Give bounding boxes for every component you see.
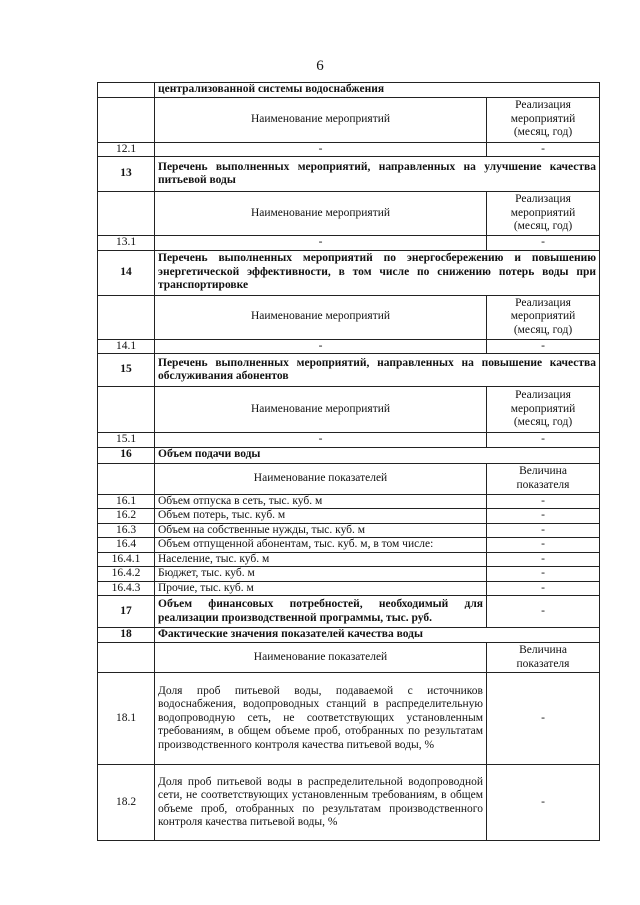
measure-name: - [155, 433, 487, 448]
row-number: 13.1 [98, 236, 155, 251]
indicator-name: Объем отпуска в сеть, тыс. куб. м [155, 494, 487, 509]
section-16-title-row [98, 447, 600, 463]
row-number: 16.1 [98, 494, 155, 509]
section-16-title: Объем подачи воды [155, 447, 600, 463]
page-number: 6 [316, 58, 324, 74]
indicator-name: Объем потерь, тыс. куб. м [155, 509, 487, 524]
section-number: 18 [98, 628, 155, 643]
indicator-value: - [487, 765, 600, 841]
measures-column-header: Наименование мероприятий [155, 97, 487, 142]
table-row [98, 494, 600, 509]
table-row [98, 581, 600, 596]
table-row [98, 552, 600, 567]
row-number: 16.4.2 [98, 567, 155, 582]
row-number: 14.1 [98, 339, 155, 354]
section-14-title-row [98, 250, 600, 295]
indicator-value: - [487, 673, 600, 765]
row-number: 16.4 [98, 538, 155, 553]
table-row [98, 567, 600, 582]
indicator-value: - [487, 596, 600, 628]
section-number [98, 83, 155, 98]
table-row [98, 433, 600, 448]
table-row [98, 538, 600, 553]
indicator-value: - [487, 567, 600, 582]
indicator-value: - [487, 523, 600, 538]
row-number: 18.1 [98, 673, 155, 765]
measures-header-row [98, 192, 600, 236]
row-number: 12.1 [98, 142, 155, 157]
section-number: 15 [98, 354, 155, 387]
section-18-title: Фактические значения показателей качества воды [155, 628, 600, 643]
row-number: 15.1 [98, 433, 155, 448]
realization-value: - [487, 339, 600, 354]
measures-column-header: Наименование мероприятий [155, 192, 487, 236]
realization-column-header: Реализация мероприятий (месяц, год) [487, 192, 600, 236]
table-row [98, 509, 600, 524]
indicator-name: Доля проб питьевой воды, подаваемой с источников водоснабжения, водопроводных станций в распределительную водопроводную сеть, не соответствующих установленным требованиям, в общем объеме проб, отобранных по результатам производственного контроля качества питьевой воды, % [155, 673, 487, 765]
measures-header-row [98, 387, 600, 433]
measure-name: - [155, 339, 487, 354]
indicator-name: Прочие, тыс. куб. м [155, 581, 487, 596]
measures-header-row [98, 97, 600, 142]
indicators-header-row [98, 643, 600, 673]
realization-value: - [487, 142, 600, 157]
section-15-title: Перечень выполненных мероприятий, направленных на повышение качества обслуживания абонентов [155, 354, 600, 387]
row-number: 16.3 [98, 523, 155, 538]
table-row [98, 765, 600, 841]
section-14-title: Перечень выполненных мероприятий по энергосбережению и повышению энергетической эффективности, в том числе по снижению потерь воды при транспортировке [155, 250, 600, 295]
indicator-value: - [487, 509, 600, 524]
section-number: 16 [98, 447, 155, 463]
indicator-name: Население, тыс. куб. м [155, 552, 487, 567]
indicators-column-header: Наименование показателей [155, 463, 487, 494]
realization-value: - [487, 236, 600, 251]
section-13-title-row [98, 157, 600, 192]
table-row [98, 142, 600, 157]
section-12-title-row [98, 83, 600, 98]
measure-name: - [155, 236, 487, 251]
row-number: 16.4.3 [98, 581, 155, 596]
indicator-value: - [487, 581, 600, 596]
indicators-column-header: Наименование показателей [155, 643, 487, 673]
realization-column-header: Реализация мероприятий (месяц, год) [487, 295, 600, 339]
value-column-header: Величина показателя [487, 643, 600, 673]
section-number: 17 [98, 596, 155, 628]
indicator-value: - [487, 552, 600, 567]
section-12-title: централизованной системы водоснабжения [155, 83, 600, 98]
indicator-name: Бюджет, тыс. куб. м [155, 567, 487, 582]
indicators-header-row [98, 463, 600, 494]
value-column-header: Величина показателя [487, 463, 600, 494]
row-number: 18.2 [98, 765, 155, 841]
section-17-title: Объем финансовых потребностей, необходимый для реализации производственной программы, тыс. руб. [155, 596, 487, 628]
realization-column-header: Реализация мероприятий (месяц, год) [487, 387, 600, 433]
table-row [98, 523, 600, 538]
section-15-title-row [98, 354, 600, 387]
row-number: 16.2 [98, 509, 155, 524]
indicator-name: Объем отпущенной абонентам, тыс. куб. м, в том числе: [155, 538, 487, 553]
indicator-value: - [487, 494, 600, 509]
measures-header-row [98, 295, 600, 339]
section-number: 13 [98, 157, 155, 192]
table-row [98, 339, 600, 354]
table-row [98, 236, 600, 251]
measure-name: - [155, 142, 487, 157]
row-number: 16.4.1 [98, 552, 155, 567]
realization-value: - [487, 433, 600, 448]
indicator-value: - [487, 538, 600, 553]
indicator-name: Доля проб питьевой воды в распределительной водопроводной сети, не соответствующих установленным требованиям, в общем объеме проб, отобранных по результатам производственного контроля качества питьевой воды, % [155, 765, 487, 841]
indicator-name: Объем на собственные нужды, тыс. куб. м [155, 523, 487, 538]
section-13-title: Перечень выполненных мероприятий, направленных на улучшение качества питьевой воды [155, 157, 600, 192]
measures-column-header: Наименование мероприятий [155, 387, 487, 433]
realization-column-header: Реализация мероприятий (месяц, год) [487, 97, 600, 142]
section-17-row [98, 596, 600, 628]
section-number: 14 [98, 250, 155, 295]
section-18-title-row [98, 628, 600, 643]
measures-column-header: Наименование мероприятий [155, 295, 487, 339]
table-row [98, 673, 600, 765]
report-table [97, 82, 600, 841]
